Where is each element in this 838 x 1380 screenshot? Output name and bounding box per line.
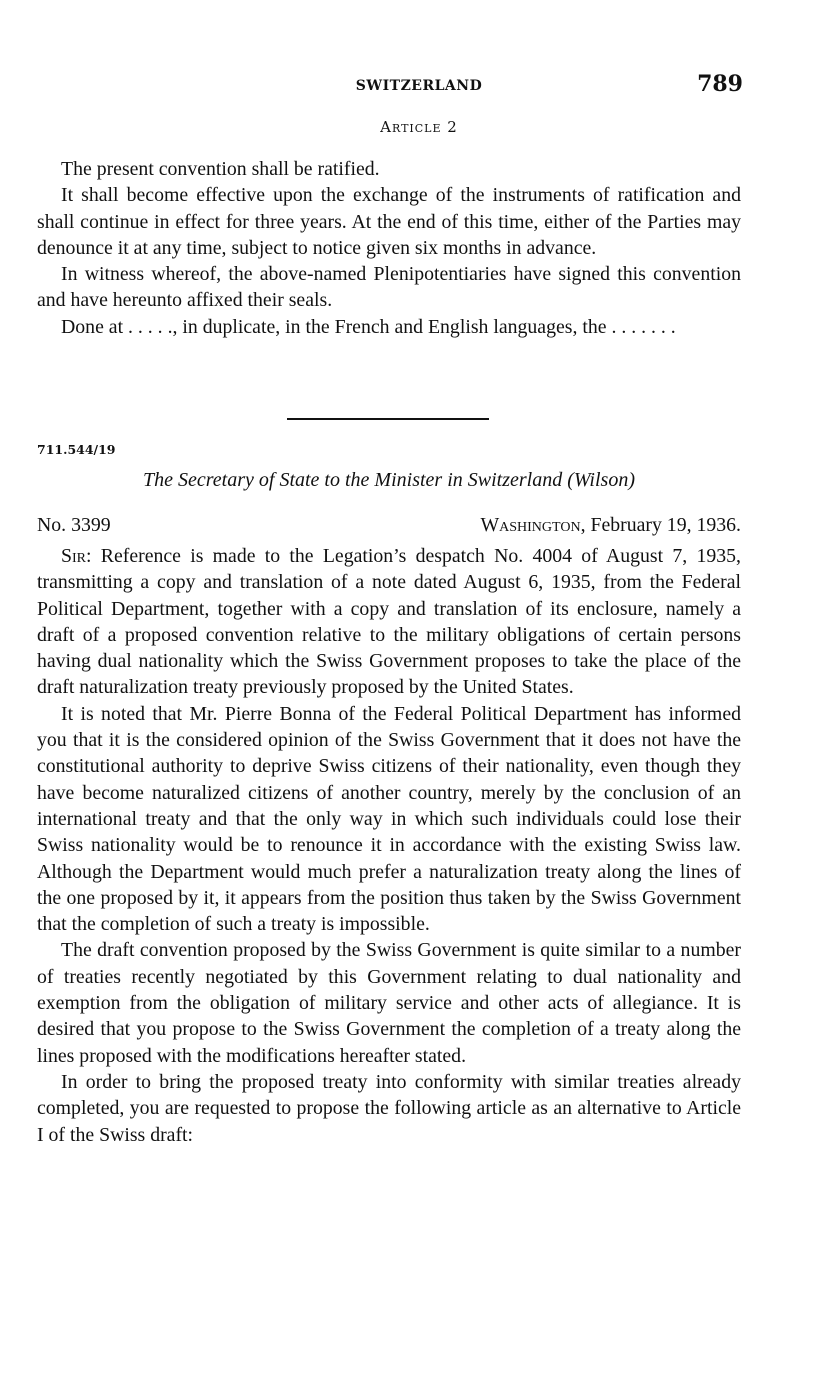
letter-paragraph: In order to bring the proposed treaty into conformity with similar treaties already completed, you are requested to propose the following article as an alternative to Article I of the Swiss draft:	[37, 1070, 741, 1146]
despatch-number: No. 3399	[37, 514, 111, 536]
salutation: Sir	[61, 545, 87, 567]
letter-paragraph	[37, 543, 741, 701]
article-paragraph: The present convention shall be ratified.	[61, 158, 380, 180]
running-head	[0, 71, 838, 108]
article-paragraph: It shall become effective upon the exchange of the instruments of ratification and shall continue in effect for three years. At the end of this time, either of the Parties may denounce it at any time, subject to notice given six months in advance.	[37, 184, 741, 259]
place-and-date	[480, 514, 741, 537]
place: Washington	[480, 514, 581, 536]
date: , February 19, 1936.	[580, 514, 741, 536]
page-number: 789	[697, 71, 743, 97]
article-paragraph: Done at . . . . ., in duplicate, in the French and English languages, the . . . . . . .	[61, 315, 676, 338]
file-number: 711.544/19	[37, 442, 116, 457]
letter-paragraph: The draft convention proposed by the Swiss Government is quite similar to a number of treaties recently negotiated by this Government relating to dual nationality and exemption from the obligation of military service and other acts of allegiance. It is desired that you propose to the Swiss Government the completion of a treaty along the lines proposed with the modifications hereafter stated.	[37, 939, 741, 1067]
first-paragraph-text: : Reference is made to the Legation’s despatch No. 4004 of August 7, 1935, transmitting a copy and translation of a note dated August 6, 1935, from the Federal Political Department, together with a copy and translation of its enclosure, namely a draft of a proposed convention relative to the military obligations of certain persons having dual nationality which the Swiss Government proposes to take the place of the draft naturalization treaty previously proposed by the United States.	[37, 545, 741, 699]
article-paragraph: In witness whereof, the above-named Plenipotentiaries have signed this convention and have hereunto affixed their seals.	[37, 263, 741, 312]
letter-body	[37, 543, 741, 1148]
running-title: SWITZERLAND	[355, 78, 483, 94]
letter-paragraph: It is noted that Mr. Pierre Bonna of the Federal Political Department has informed you that it is the considered opinion of the Swiss Government that it does not have the constitutional authority to deprive Swiss citizens of their nationality, even though they have become naturalized citizens of another country, merely by the conclusion of an international treaty and that the only way in which such individuals could lose their Swiss nationality would be to renounce it in accordance with the existing Swiss law. Although the Department would much prefer a naturalization treaty along the lines of the one proposed by it, it appears from the position thus taken by the Swiss Government that the completion of such a treaty is impossible.	[37, 702, 741, 936]
document-heading: The Secretary of State to the Minister in Switzerland (Wilson)	[143, 469, 635, 491]
article-body	[37, 156, 741, 340]
article-heading: Article 2	[380, 118, 458, 136]
section-divider	[287, 418, 489, 420]
